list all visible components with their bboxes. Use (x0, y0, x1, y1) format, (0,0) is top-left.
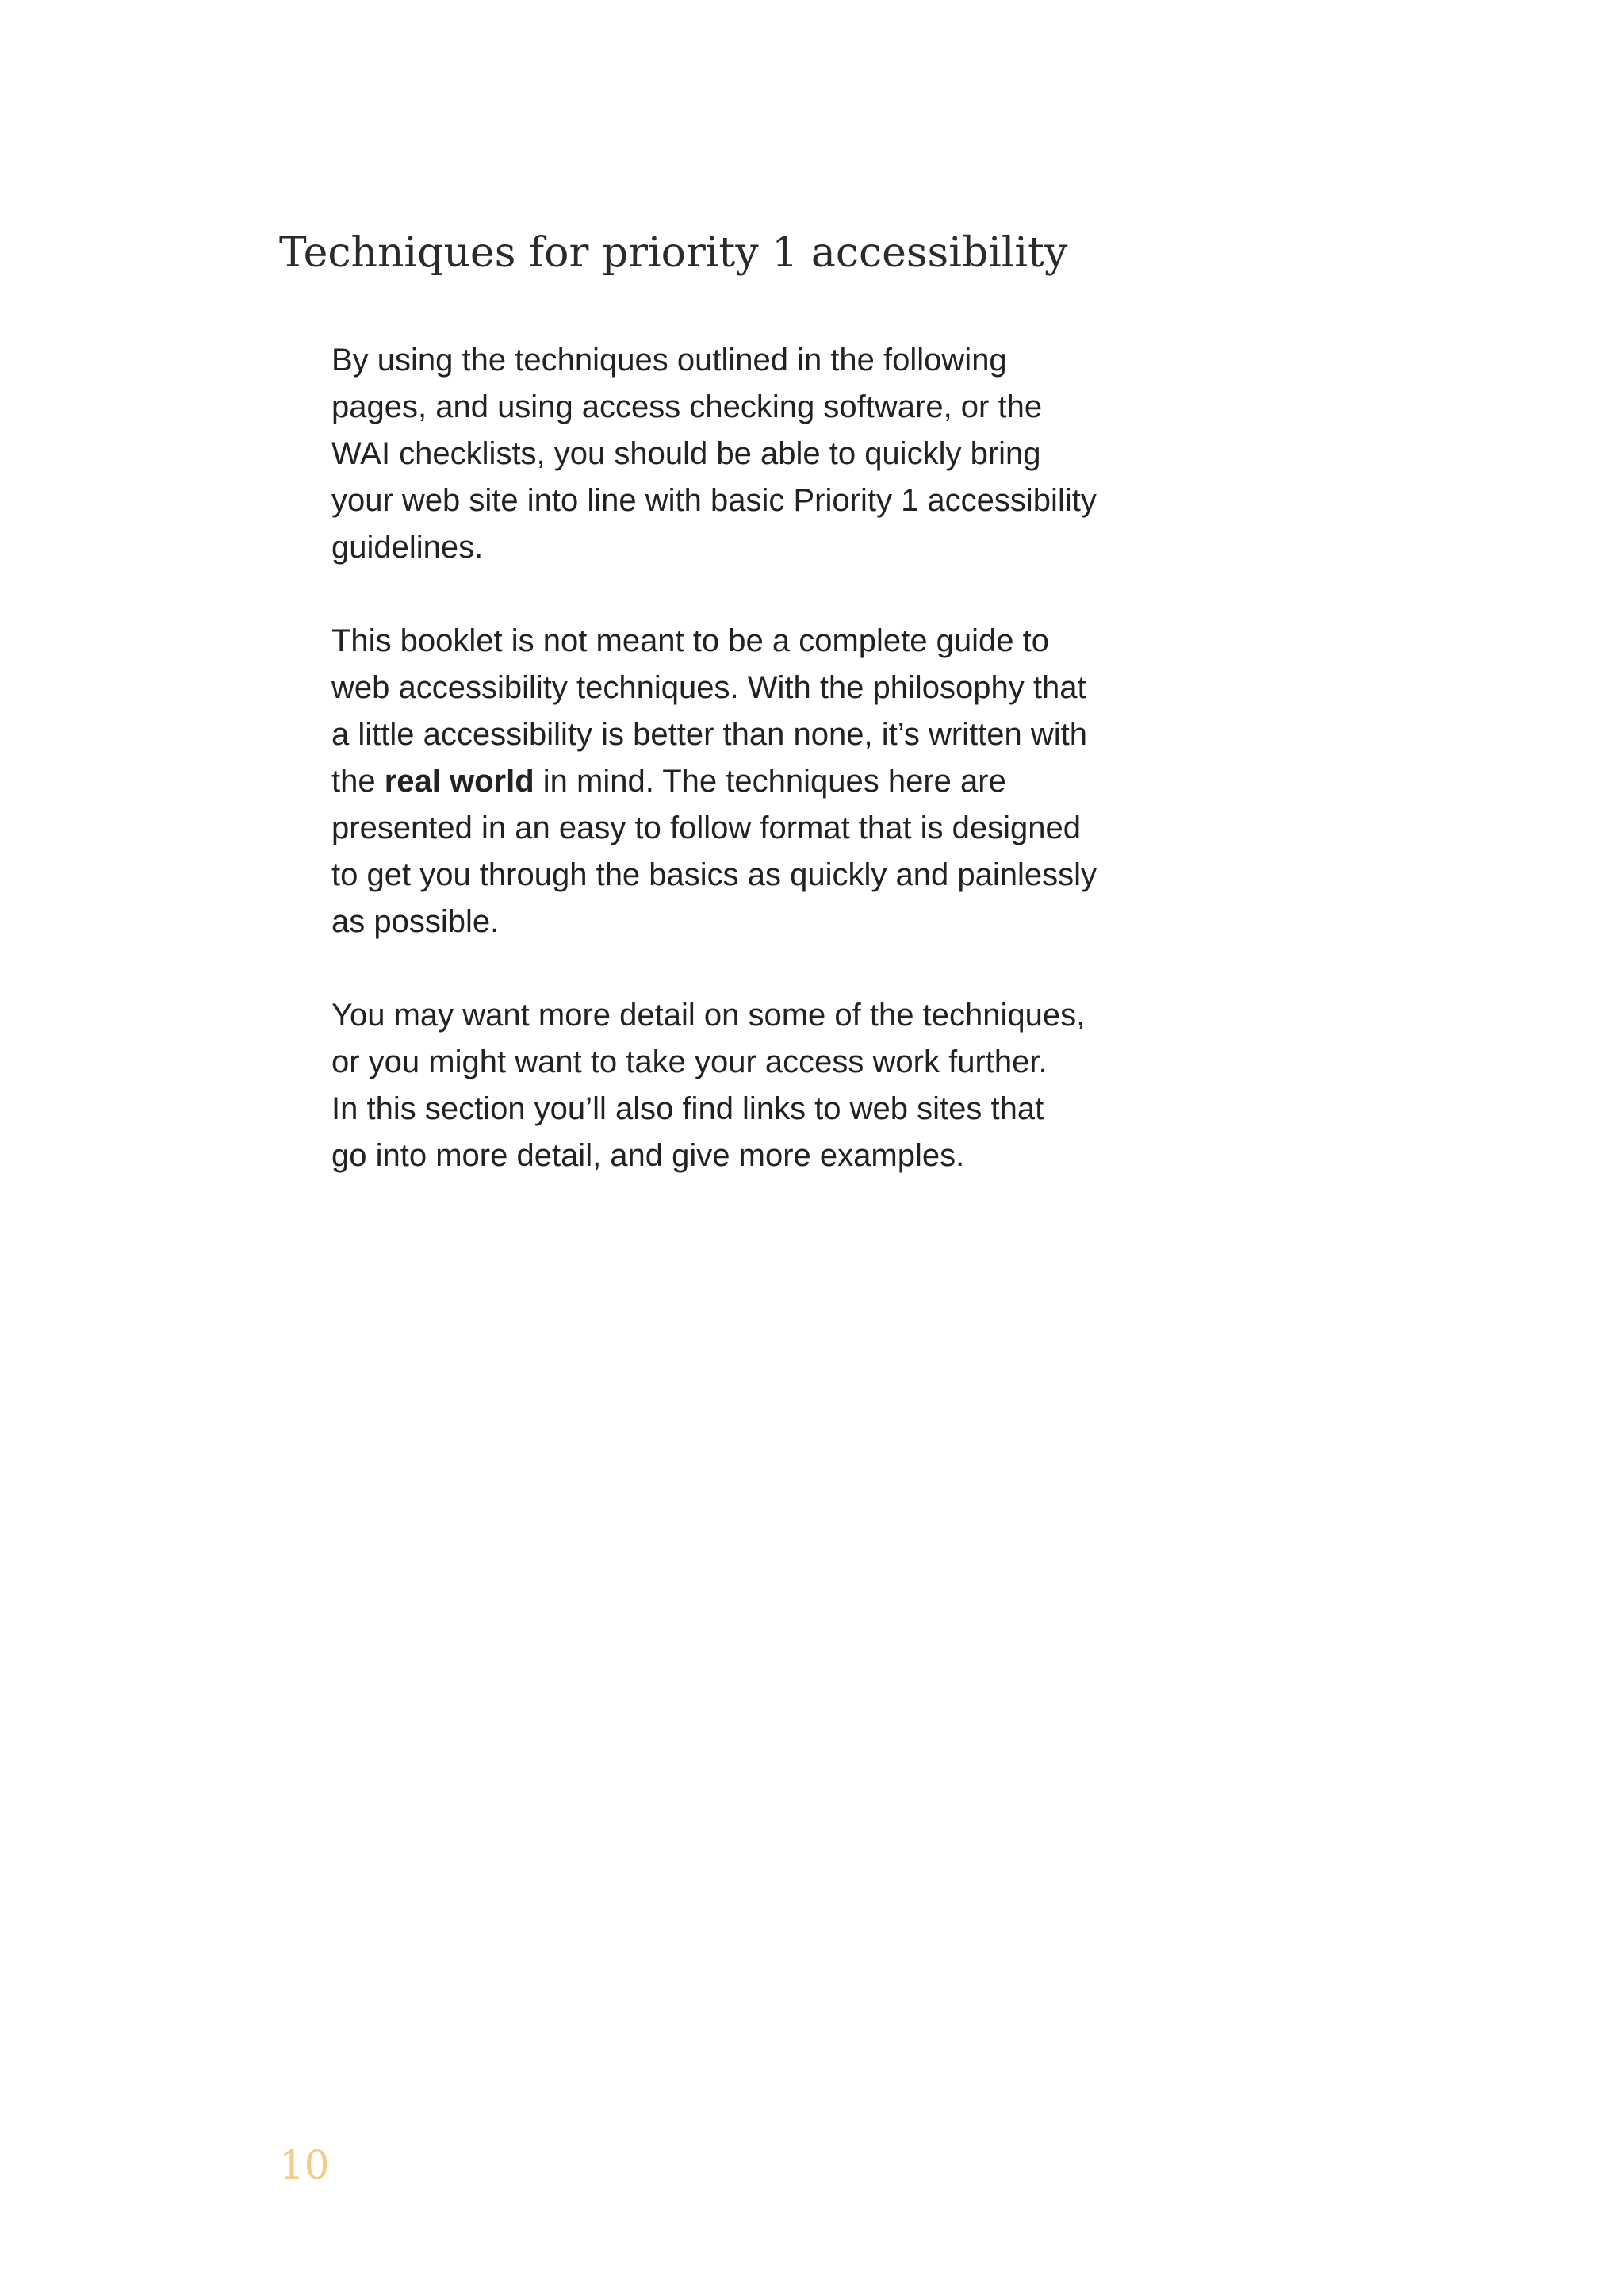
paragraph-further-detail (331, 992, 1124, 1179)
text-line: your web site into line with basic Priority 1 accessibility (331, 483, 1097, 518)
emphasis-real-world: real world (384, 764, 534, 799)
text-line: as possible. (331, 904, 500, 939)
text-fragment: in mind. The techniques here are (534, 764, 1006, 799)
text-line: By using the techniques outlined in the following (331, 343, 1007, 378)
text-line: a little accessibility is better than none, it’s written with (331, 717, 1088, 752)
text-line: or you might want to take your access work further. (331, 1045, 1048, 1079)
page-heading: Techniques for priority 1 accessibility (279, 229, 1068, 277)
paragraph-booklet-purpose (331, 618, 1124, 945)
text-line: to get you through the basics as quickly and painlessly (331, 857, 1097, 892)
text-line: presented in an easy to follow format that is designed (331, 811, 1081, 845)
paragraph-intro (331, 337, 1124, 571)
text-line: This booklet is not meant to be a complete guide to (331, 623, 1049, 658)
text-fragment: the (331, 764, 385, 799)
text-line: In this section you’ll also find links to web sites that (331, 1091, 1044, 1126)
text-line: WAI checklists, you should be able to quickly bring (331, 436, 1041, 471)
page-number: 10 (279, 2142, 330, 2188)
body-text (331, 337, 1124, 1179)
text-line (331, 758, 1124, 805)
text-line: guidelines. (331, 530, 484, 565)
text-line: web accessibility techniques. With the philosophy that (331, 670, 1086, 705)
text-line: go into more detail, and give more examples. (331, 1138, 965, 1173)
text-line: You may want more detail on some of the techniques, (331, 998, 1086, 1033)
text-line: pages, and using access checking software, or the (331, 389, 1043, 424)
